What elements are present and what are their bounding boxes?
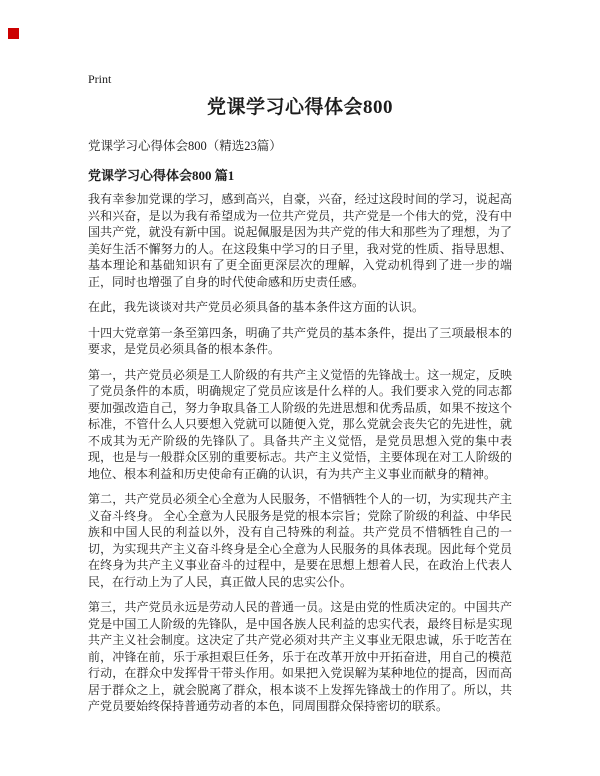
paragraph: 十四大党章第一条至第四条，明确了共产党员的基本条件，提出了三项最根本的要求，是党员必须具备的根本条件。 [88,325,512,356]
paragraph: 第三，共产党员永远是劳动人民的普通一员。这是由党的性质决定的。中国共产党是中国工人阶级的先锋队，是中国各族人民利益的忠实代表，最终目标是实现共产主义社会制度。这决定了共产党必须对共产主义事业无限忠诚，乐于吃苦在前，冲锋在前，乐于承担艰巨任务，乐于在改革开放中开拓奋进，用自己的模范行动，在群众中发挥骨干带头作用。如果把入党误解为某种地位的提高，因而高居于群众之上，就会脱离了群众，根本谈不上发挥先锋战士的作用了。所以，共产党员要始终保持普通劳动者的本色，同周围群众保持密切的联系。 [88,600,512,713]
section-heading: 党课学习心得体会800 篇1 [88,168,235,183]
essay-body [88,191,512,715]
page-subtitle: 党课学习心得体会800（精选23篇） [88,139,282,153]
paragraph: 在此，我先谈谈对共产党员必须具备的基本条件这方面的认识。 [88,300,425,314]
paragraph: 第一，共产党员必须是工人阶级的有共产主义觉悟的先锋战士。这一规定，反映了党员条件的本质，明确规定了党员应该是什么样的人。我们要求入党的同志都要加强改造自己，努力争取具备工人阶级的先进思想和优秀品质，如果不按这个标准，不管什么人只要想入党就可以随便入党，那么党就会丧失它的先进性，就不成其为无产阶级的先锋队了。具备共产主义觉悟，是党员思想入党的集中表现，也是与一般群众区别的重要标志。共产主义觉悟，主要体现在对工人阶级的地位、根本利益和历史使命有正确的认识，有为共产主义事业而献身的精神。 [88,367,512,481]
page-title: 党课学习心得体会800 [206,97,393,118]
broken-image-icon [8,28,19,39]
print-link[interactable]: Print [88,72,112,86]
paragraph: 我有幸参加党课的学习，感到高兴，自豪，兴奋，经过这段时间的学习，说起高兴和兴奋，是以为我有希望成为一位共产党员，共产党是一个伟大的党，没有中国共产党，就没有新中国。说起佩服是因为共产党的伟大和那些为了理想，为了美好生活不懈努力的人。在这段集中学习的日子里，我对党的性质、指导思想、基本理论和基础知识有了更全面更深层次的理解，入党动机得到了进一步的端正，同时也增强了自身的时代使命感和历史责任感。 [88,192,512,289]
paragraph: 第二，共产党员必须全心全意为人民服务，不惜牺牲个人的一切，为实现共产主义奋斗终身。 全心全意为人民服务是党的根本宗旨；党除了阶级的利益、中华民族和中国人民的利益以外，没有自己特殊的利益。共产党员不惜牺牲自己的一切，为实现共产主义奋斗终身是全心全意为人民服务的具体表现。因此每个党员在终身为共产主义事业奋斗的过程中，是要在思想上想着人民，在政治上代表人民，在行动上为了人民，真正做人民的忠实公仆。 [88,492,512,589]
